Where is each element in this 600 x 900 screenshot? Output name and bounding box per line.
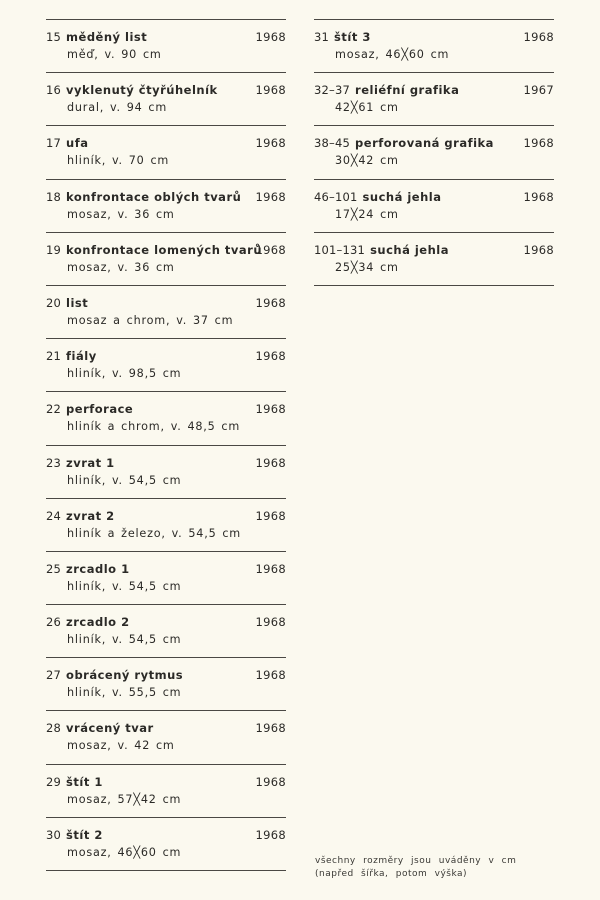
- catalog-entry: [46, 339, 286, 392]
- entry-detail: hliník, v. 54,5 cm: [67, 579, 182, 593]
- entry-title: štít 2: [66, 827, 103, 842]
- catalog-entry: [46, 658, 286, 711]
- catalog-entry: [46, 126, 286, 179]
- entry-title: perforace: [66, 402, 134, 417]
- entry-number: 29: [46, 774, 62, 789]
- entry-detail: mosaz, 57╳42 cm: [67, 792, 182, 806]
- catalog-entry: [46, 605, 286, 658]
- catalog-entry: [314, 233, 554, 286]
- entry-title: vrácený tvar: [66, 721, 154, 736]
- entry-number: 25: [46, 561, 62, 576]
- entry-year: 1967: [523, 83, 554, 98]
- entry-number: 46–101: [314, 189, 358, 204]
- entry-number: 21: [46, 349, 62, 364]
- entry-number: 15: [46, 30, 62, 44]
- entry-year: 1968: [255, 721, 286, 736]
- entry-detail: hliník, v. 55,5 cm: [67, 686, 182, 700]
- entry-number: 32–37: [314, 83, 351, 98]
- entry-year: 1968: [255, 508, 286, 523]
- entry-year: 1968: [255, 83, 286, 98]
- entry-detail: hliník, v. 54,5 cm: [67, 473, 182, 487]
- catalog-entry: [314, 180, 554, 233]
- entry-year: 1968: [255, 349, 286, 364]
- entry-title: suchá jehla: [370, 242, 449, 257]
- entry-detail: hliník a chrom, v. 48,5 cm: [67, 420, 241, 434]
- entry-detail: mosaz a chrom, v. 37 cm: [67, 313, 234, 327]
- entry-detail: mosaz, 46╳60 cm: [67, 845, 182, 859]
- entry-detail: 25╳34 cm: [335, 260, 399, 274]
- entry-year: 1968: [255, 827, 286, 842]
- entry-detail: hliník, v. 54,5 cm: [67, 633, 182, 647]
- entry-detail: 17╳24 cm: [335, 207, 399, 221]
- catalog-entry: [314, 126, 554, 179]
- entry-title: reliéfní grafika: [355, 83, 460, 98]
- catalog-entry: [46, 818, 286, 871]
- dimensions-footnote: všechny rozměry jsou uváděny v cm (napřed šířka, potom výška): [315, 856, 517, 879]
- entry-number: 19: [46, 242, 62, 257]
- entry-number: 17: [46, 136, 62, 151]
- entry-number: 20: [46, 295, 62, 310]
- entry-number: 101–131: [314, 242, 366, 257]
- entry-detail: hliník a železo, v. 54,5 cm: [67, 526, 242, 540]
- entry-title: obrácený rytmus: [66, 668, 184, 683]
- catalog-entry: [46, 20, 286, 73]
- entry-year: 1968: [523, 189, 554, 204]
- entry-number: 30: [46, 827, 62, 842]
- entry-detail: 42╳61 cm: [335, 101, 399, 115]
- entry-number: 16: [46, 83, 62, 98]
- entry-number: 24: [46, 508, 62, 523]
- entry-detail: hliník, v. 70 cm: [67, 154, 170, 168]
- catalog-entry: [46, 233, 286, 286]
- entry-year: 1968: [255, 774, 286, 789]
- entry-year: 1968: [523, 136, 554, 151]
- entry-detail: mosaz, v. 36 cm: [67, 260, 175, 274]
- entry-title: měděný list: [66, 30, 148, 44]
- catalog-column-right: [314, 19, 554, 286]
- entry-title: list: [66, 295, 89, 310]
- entry-number: 26: [46, 615, 62, 630]
- entry-title: suchá jehla: [362, 189, 442, 204]
- entry-title: zvrat 2: [66, 508, 115, 523]
- entry-detail: 30╳42 cm: [335, 154, 399, 168]
- entry-title: zvrat 1: [66, 455, 115, 470]
- entry-number: 22: [46, 402, 62, 417]
- catalog-entry: [46, 552, 286, 605]
- catalog-entry: [46, 446, 286, 499]
- catalog-column-left: [46, 19, 286, 871]
- entry-year: 1968: [255, 615, 286, 630]
- catalog-entry: [46, 499, 286, 552]
- entry-number: 38–45: [314, 136, 351, 151]
- entry-year: 1968: [255, 242, 286, 257]
- entry-detail: hliník, v. 98,5 cm: [67, 367, 182, 381]
- entry-number: 31: [314, 30, 330, 44]
- entry-year: 1968: [255, 402, 286, 417]
- entry-detail: mosaz, v. 36 cm: [67, 207, 175, 221]
- entry-year: 1968: [255, 30, 286, 44]
- entry-title: ufa: [66, 136, 89, 151]
- entry-title: fiály: [66, 349, 97, 364]
- entry-title: konfrontace oblých tvarů: [66, 189, 242, 204]
- entry-detail: měď, v. 90 cm: [67, 48, 162, 61]
- entry-number: 18: [46, 189, 62, 204]
- catalog-entry: [46, 180, 286, 233]
- entry-year: 1968: [255, 455, 286, 470]
- entry-year: 1968: [523, 242, 554, 257]
- catalog-entry: [314, 20, 554, 73]
- catalog-entry: [46, 73, 286, 126]
- catalog-entry: [46, 765, 286, 818]
- catalog-entry: [46, 711, 286, 764]
- entry-detail: dural, v. 94 cm: [67, 101, 168, 115]
- entry-detail: mosaz, v. 42 cm: [67, 739, 175, 753]
- catalog-entry: [314, 73, 554, 126]
- entry-year: 1968: [523, 30, 554, 44]
- entry-year: 1968: [255, 136, 286, 151]
- entry-title: zrcadlo 2: [66, 615, 130, 630]
- entry-number: 28: [46, 721, 62, 736]
- entry-number: 23: [46, 455, 62, 470]
- entry-year: 1968: [255, 189, 286, 204]
- entry-title: konfrontace lomených tvarů: [66, 242, 263, 257]
- entry-year: 1968: [255, 295, 286, 310]
- entry-title: vyklenutý čtyřúhelník: [66, 83, 218, 98]
- entry-detail: mosaz, 46╳60 cm: [335, 48, 450, 61]
- entry-year: 1968: [255, 668, 286, 683]
- catalog-entry: [46, 286, 286, 339]
- catalog-entry: [46, 392, 286, 445]
- entry-title: zrcadlo 1: [66, 561, 130, 576]
- entry-year: 1968: [255, 561, 286, 576]
- entry-title: štít 3: [334, 30, 371, 44]
- entry-title: perforovaná grafika: [355, 136, 494, 151]
- entry-number: 27: [46, 668, 62, 683]
- entry-title: štít 1: [66, 774, 103, 789]
